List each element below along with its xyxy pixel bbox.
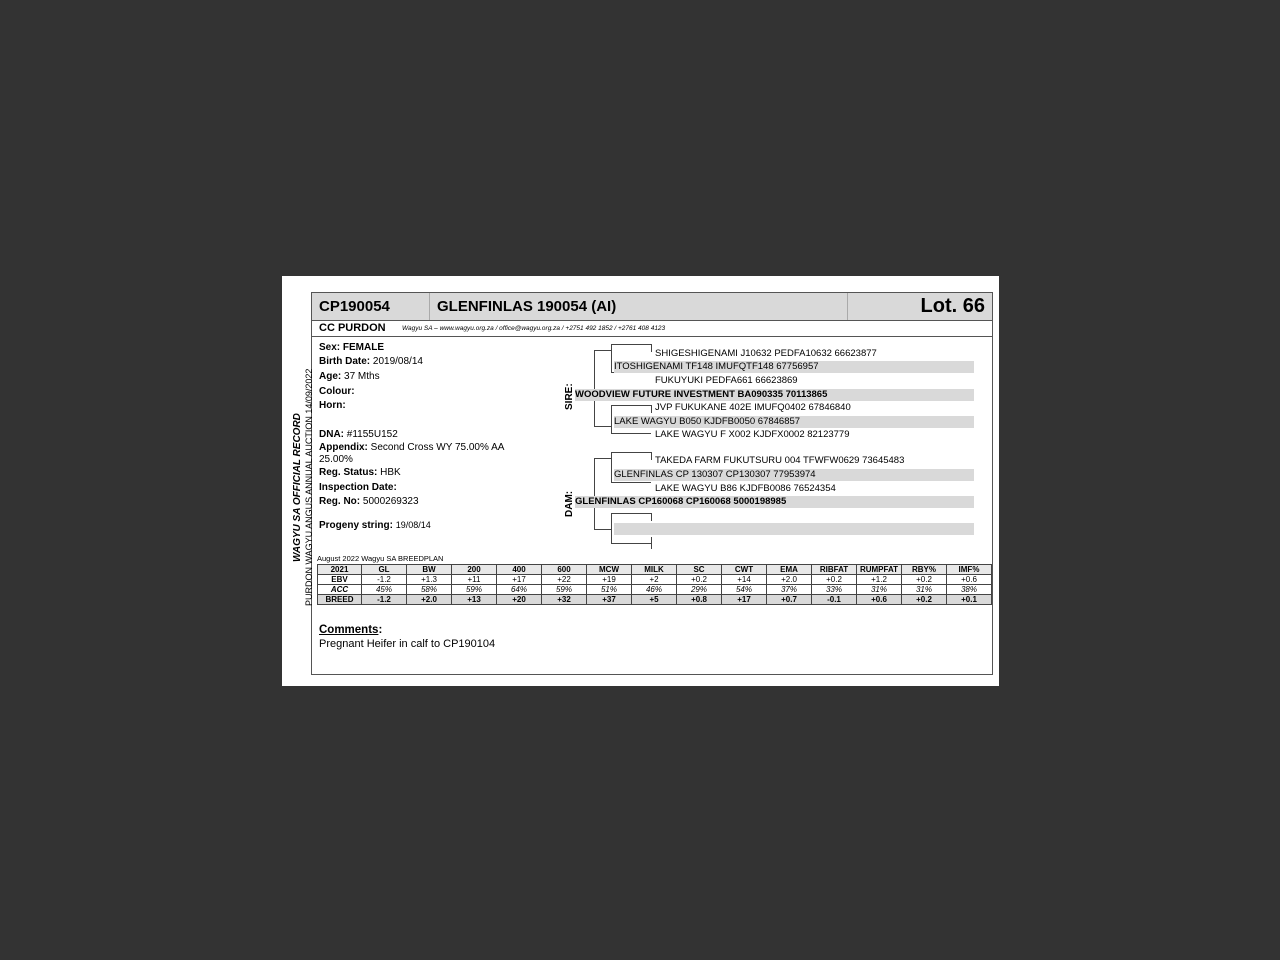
dam-sire-dam: LAKE WAGYU B86 KJDFB0086 76524354: [655, 483, 836, 494]
breedplan-header: RUMPFAT: [857, 565, 902, 575]
ebv-cell: +1.3: [407, 575, 452, 585]
acc-cell: 45%: [362, 585, 407, 595]
acc-cell: 54%: [722, 585, 767, 595]
ebv-cell: +14: [722, 575, 767, 585]
colour-field: Colour:: [319, 386, 355, 397]
pedigree-line: [611, 344, 651, 345]
pedigree-line: [594, 458, 595, 529]
acc-cell: 38%: [947, 585, 992, 595]
breedplan-header: 2021: [318, 565, 362, 575]
breedplan-table: [317, 564, 992, 605]
breedplan-header: RIBFAT: [812, 565, 857, 575]
ebv-cell: +2: [632, 575, 677, 585]
animal-id: CP190054: [312, 293, 430, 320]
pedigree-line: [594, 426, 611, 427]
breedplan-caption: August 2022 Wagyu SA BREEDPLAN: [317, 554, 444, 563]
breedplan-header: RBY%: [902, 565, 947, 575]
pedigree-line: [611, 482, 651, 483]
sex-field: Sex: FEMALE: [319, 342, 385, 353]
sire-dam-dam: LAKE WAGYU F X002 KJDFX0002 82123779: [655, 429, 850, 440]
appendix-field-cont: 25.00%: [319, 454, 353, 465]
breedplan-header: CWT: [722, 565, 767, 575]
acc-cell: 59%: [452, 585, 497, 595]
breedplan-header: IMF%: [947, 565, 992, 575]
breedplan-header: 600: [542, 565, 587, 575]
breed-cell: +0.7: [767, 595, 812, 605]
breed-cell: +17: [722, 595, 767, 605]
breeder-contact: Wagyu SA – www.wagyu.org.za / office@wagyu.org.za / +2751 492 1852 / +2761 408 4123: [402, 325, 666, 332]
breed-cell: +32: [542, 595, 587, 605]
ebv-cell: +0.2: [902, 575, 947, 585]
catalogue-page: [282, 276, 999, 686]
inspection-date-field: Inspection Date:: [319, 482, 397, 493]
pedigree-line: [611, 452, 651, 453]
breedplan-header: EMA: [767, 565, 812, 575]
acc-cell: 31%: [857, 585, 902, 595]
breedplan-breed-row: [318, 595, 992, 605]
breedplan-header-row: [318, 565, 992, 575]
comments-heading: Comments:: [319, 624, 383, 636]
official-record-label: WAGYU SA OFFICIAL RECORD: [292, 413, 303, 562]
appendix-field: Appendix: Second Cross WY 75.00% AA: [319, 442, 505, 453]
lot-number: Lot. 66: [920, 295, 985, 317]
horn-field: Horn:: [319, 400, 346, 411]
dam-label: DAM:: [564, 490, 575, 517]
breeder-row: [312, 321, 992, 337]
reg-status-field: Reg. Status: HBK: [319, 467, 401, 478]
ebv-cell: +1.2: [857, 575, 902, 585]
breed-cell: +0.8: [677, 595, 722, 605]
breed-cell: +0.6: [857, 595, 902, 605]
breed-cell: +20: [497, 595, 542, 605]
ebv-cell: +19: [587, 575, 632, 585]
sire-sire-dam: FUKUYUKI PEDFA661 66623869: [655, 375, 798, 386]
breedplan-acc-row: [318, 585, 992, 595]
breed-cell: BREED: [318, 595, 362, 605]
sire-sire-sire: SHIGESHIGENAMI J10632 PEDFA10632 66623877: [655, 348, 877, 359]
acc-cell: 51%: [587, 585, 632, 595]
breed-cell: +13: [452, 595, 497, 605]
breedplan-header: GL: [362, 565, 407, 575]
auction-label: PURDON WAGYU ANGUS ANNUAL AUCTION 14/09/2022: [304, 368, 314, 606]
pedigree-line: [594, 350, 595, 426]
sire-sire: ITOSHIGENAMI TF148 IMUFQTF148 67756957: [614, 361, 974, 373]
breed-cell: +5: [632, 595, 677, 605]
animal-name: GLENFINLAS 190054 (AI): [430, 293, 848, 320]
reg-no-field: Reg. No: 5000269323: [319, 496, 419, 507]
pedigree-line: [611, 405, 651, 406]
ebv-cell: +0.2: [677, 575, 722, 585]
ebv-cell: EBV: [318, 575, 362, 585]
dam-sire: GLENFINLAS CP 130307 CP130307 77953974: [614, 469, 974, 481]
acc-cell: 33%: [812, 585, 857, 595]
pedigree-line: [611, 344, 612, 372]
pedigree-line: [651, 537, 652, 549]
ebv-cell: +0.2: [812, 575, 857, 585]
ebv-cell: +11: [452, 575, 497, 585]
sire: WOODVIEW FUTURE INVESTMENT BA090335 70113865: [575, 389, 974, 401]
ebv-cell: +17: [497, 575, 542, 585]
ebv-cell: -1.2: [362, 575, 407, 585]
acc-cell: ACC: [318, 585, 362, 595]
ebv-cell: +2.0: [767, 575, 812, 585]
pedigree-line: [651, 344, 652, 352]
header-bar: [312, 293, 992, 321]
sire-dam-sire: JVP FUKUKANE 402E IMUFQ0402 67846840: [655, 402, 851, 413]
breed-cell: -1.2: [362, 595, 407, 605]
pedigree-line: [594, 529, 611, 530]
breed-cell: -0.1: [812, 595, 857, 605]
acc-cell: 59%: [542, 585, 587, 595]
acc-cell: 31%: [902, 585, 947, 595]
breedplan-header: 400: [497, 565, 542, 575]
ebv-cell: +22: [542, 575, 587, 585]
dna-field: DNA: #1155U152: [319, 429, 398, 440]
pedigree-line: [651, 405, 652, 413]
breed-cell: +0.2: [902, 595, 947, 605]
pedigree-line: [594, 350, 611, 351]
breedplan-header: MILK: [632, 565, 677, 575]
pedigree-line: [594, 458, 611, 459]
lot-card: [311, 292, 993, 675]
acc-cell: 64%: [497, 585, 542, 595]
dam-sire-sire: TAKEDA FARM FUKUTSURU 004 TFWFW0629 73645483: [655, 455, 905, 466]
ebv-cell: +0.6: [947, 575, 992, 585]
breed-cell: +37: [587, 595, 632, 605]
birth-date-field: Birth Date: 2019/08/14: [319, 356, 423, 367]
pedigree-line: [611, 433, 651, 434]
breed-cell: +0.1: [947, 595, 992, 605]
pedigree-line: [651, 452, 652, 460]
dam: GLENFINLAS CP160068 CP160068 5000198985: [575, 496, 974, 508]
breed-cell: +2.0: [407, 595, 452, 605]
dam-dam-sire-empty: [655, 509, 656, 521]
acc-cell: 29%: [677, 585, 722, 595]
breedplan-header: MCW: [587, 565, 632, 575]
acc-cell: 46%: [632, 585, 677, 595]
acc-cell: 37%: [767, 585, 812, 595]
pedigree-line: [651, 513, 652, 521]
pedigree-line: [611, 452, 612, 482]
sire-label: SIRE:: [564, 383, 575, 410]
breedplan-header: BW: [407, 565, 452, 575]
breeder-name: CC PURDON: [319, 322, 386, 334]
progeny-field: Progeny string: 19/08/14: [319, 520, 431, 531]
breedplan-ebv-row: [318, 575, 992, 585]
pedigree-line: [611, 513, 612, 543]
pedigree-line: [611, 513, 651, 514]
breedplan-header: SC: [677, 565, 722, 575]
age-field: Age: 37 Mths: [319, 371, 380, 382]
comments-text: Pregnant Heifer in calf to CP190104: [319, 638, 496, 650]
sire-dam: LAKE WAGYU B050 KJDFB0050 67846857: [614, 416, 974, 428]
breedplan-header: 200: [452, 565, 497, 575]
acc-cell: 58%: [407, 585, 452, 595]
pedigree-line: [611, 543, 651, 544]
pedigree-line: [611, 405, 612, 433]
dam-dam-empty: [614, 523, 974, 535]
